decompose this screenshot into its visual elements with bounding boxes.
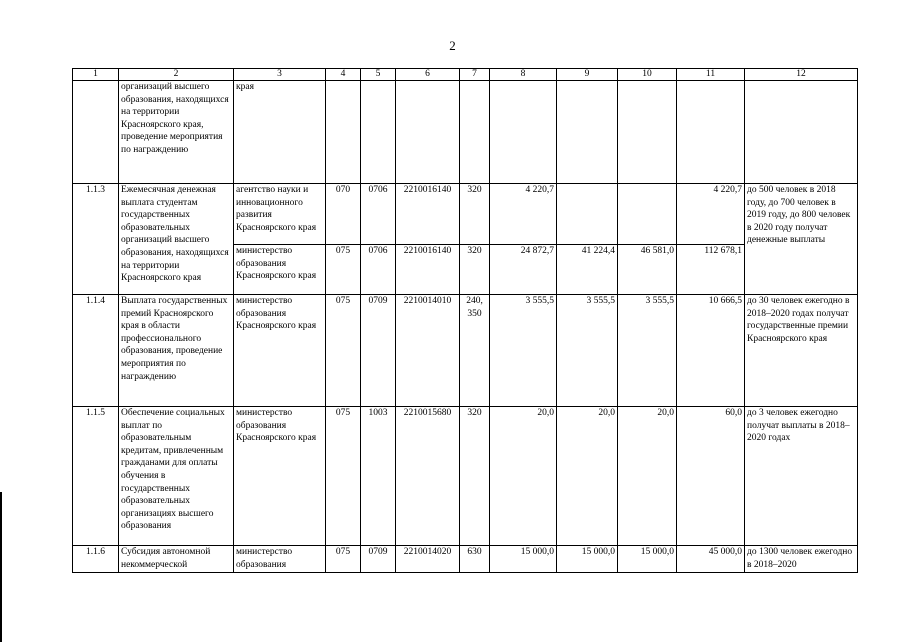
amount-2020-cell: 46 581,0 [618, 245, 677, 295]
amount-2020-cell [618, 184, 677, 245]
measure-name-cell: Выплата государственных премий Красноярского края в области профессионального образования, проведение мероприятия по награждению [119, 295, 234, 407]
result-cell: до 3 человек ежегодно получат выплаты в 2018–2020 годах [745, 407, 858, 546]
expense-type-cell: 320 [460, 245, 490, 295]
target-code-cell: 2210016140 [396, 184, 460, 245]
empty-cell [361, 81, 396, 184]
row-number-cell: 1.1.5 [73, 407, 119, 546]
scan-edge-mark [0, 492, 2, 642]
result-cell: до 1300 человек ежегодно в 2018–2020 [745, 546, 858, 573]
amount-2020-cell: 15 000,0 [618, 546, 677, 573]
expense-type-cell: 630 [460, 546, 490, 573]
admin-code-cell: 075 [326, 295, 361, 407]
section-code-cell: 0706 [361, 184, 396, 245]
column-header: 9 [557, 69, 618, 81]
column-header: 1 [73, 69, 119, 81]
agency-cell: министерство образования Красноярского края [234, 295, 326, 407]
table-row-1-1-3a [73, 184, 858, 245]
program-table [72, 68, 858, 573]
empty-cell [396, 81, 460, 184]
page-number: 2 [449, 38, 456, 53]
result-cell: до 500 человек в 2018 году, до 700 человек в 2019 году, до 800 человек в 2020 году получат денежные выплаты [745, 184, 858, 295]
section-code-cell: 0709 [361, 295, 396, 407]
table-row-continuation [73, 81, 858, 184]
empty-cell [745, 81, 858, 184]
amount-2018-cell: 24 872,7 [490, 245, 557, 295]
amount-total-cell: 112 678,1 [677, 245, 745, 295]
measure-name-cell: Субсидия автономной некоммерческой [119, 546, 234, 573]
amount-total-cell: 60,0 [677, 407, 745, 546]
admin-code-cell: 075 [326, 546, 361, 573]
target-code-cell: 2210016140 [396, 245, 460, 295]
amount-2019-cell: 41 224,4 [557, 245, 618, 295]
agency-cell: министерство образования Красноярского края [234, 407, 326, 546]
empty-cell [677, 81, 745, 184]
header-row [73, 69, 858, 81]
column-header: 2 [119, 69, 234, 81]
amount-2018-cell: 20,0 [490, 407, 557, 546]
agency-cell: министерство образования Красноярского края [234, 245, 326, 295]
expense-type-cell: 320 [460, 407, 490, 546]
row-number-cell: 1.1.3 [73, 184, 119, 295]
amount-2018-cell: 15 000,0 [490, 546, 557, 573]
empty-cell [618, 81, 677, 184]
amount-2019-cell [557, 184, 618, 245]
column-header: 6 [396, 69, 460, 81]
amount-2018-cell: 4 220,7 [490, 184, 557, 245]
column-header: 11 [677, 69, 745, 81]
empty-cell [326, 81, 361, 184]
row-number-cell: 1.1.4 [73, 295, 119, 407]
amount-2019-cell: 15 000,0 [557, 546, 618, 573]
amount-total-cell: 45 000,0 [677, 546, 745, 573]
table-row-1-1-6 [73, 546, 858, 573]
column-header: 8 [490, 69, 557, 81]
amount-2019-cell: 3 555,5 [557, 295, 618, 407]
amount-total-cell: 10 666,5 [677, 295, 745, 407]
column-header: 3 [234, 69, 326, 81]
row-number-cell: 1.1.6 [73, 546, 119, 573]
amount-2018-cell: 3 555,5 [490, 295, 557, 407]
column-header: 7 [460, 69, 490, 81]
row-number-cell [73, 81, 119, 184]
column-header: 5 [361, 69, 396, 81]
agency-cell: агентство науки и инновационного развития Красноярского края [234, 184, 326, 245]
section-code-cell: 0706 [361, 245, 396, 295]
column-header: 12 [745, 69, 858, 81]
amount-2019-cell: 20,0 [557, 407, 618, 546]
empty-cell [557, 81, 618, 184]
table-row-1-1-4 [73, 295, 858, 407]
target-code-cell: 2210015680 [396, 407, 460, 546]
target-code-cell: 2210014010 [396, 295, 460, 407]
column-header: 10 [618, 69, 677, 81]
agency-cell: края [234, 81, 326, 184]
amount-total-cell: 4 220,7 [677, 184, 745, 245]
admin-code-cell: 075 [326, 407, 361, 546]
admin-code-cell: 070 [326, 184, 361, 245]
column-header: 4 [326, 69, 361, 81]
expense-type-cell: 240, 350 [460, 295, 490, 407]
measure-name-cell: организаций высшего образования, находящихся на территории Красноярского края, проведение мероприятия по награждению [119, 81, 234, 184]
admin-code-cell: 075 [326, 245, 361, 295]
section-code-cell: 1003 [361, 407, 396, 546]
empty-cell [460, 81, 490, 184]
empty-cell [490, 81, 557, 184]
amount-2020-cell: 20,0 [618, 407, 677, 546]
expense-type-cell: 320 [460, 184, 490, 245]
measure-name-cell: Обеспечение социальных выплат по образовательным кредитам, привлеченным гражданами для оплаты обучения в государственных образовательных организациях высшего образования [119, 407, 234, 546]
measure-name-cell: Ежемесячная денежная выплата студентам государственных образовательных организаций высшего образования, находящихся на территории Красноярского края [119, 184, 234, 295]
target-code-cell: 2210014020 [396, 546, 460, 573]
table-row-1-1-5 [73, 407, 858, 546]
agency-cell: министерство образования [234, 546, 326, 573]
result-cell: до 30 человек ежегодно в 2018–2020 годах получат государственные премии Красноярского края [745, 295, 858, 407]
amount-2020-cell: 3 555,5 [618, 295, 677, 407]
section-code-cell: 0709 [361, 546, 396, 573]
